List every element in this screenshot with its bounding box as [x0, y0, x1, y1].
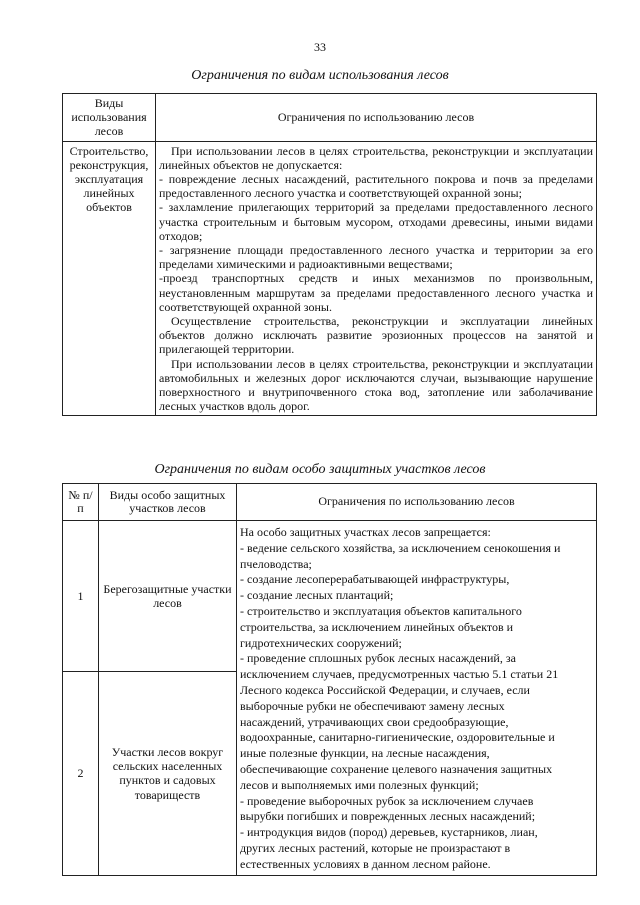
table2-header-number: № п/п: [63, 484, 99, 521]
restriction-line: гидротехнических сооружений;: [240, 635, 402, 650]
row-number: 1: [63, 521, 99, 672]
restriction-line: Лесного кодекса Российской Федерации, и случаев, если: [240, 682, 530, 697]
table1-restrictions-cell: [156, 141, 597, 416]
restriction-line: вырубки погибших и поврежденных лесных насаждений;: [240, 809, 536, 824]
restriction-line: пчеловодства;: [240, 556, 312, 571]
restriction-line: обеспечивающие сохранение целевого назначения защитных: [240, 761, 553, 776]
restriction-paragraph: При использовании лесов в целях строительства, реконструкции и эксплуатации автомобильных и железных дорог исключаются случаи, вызывающие нарушение поверхностного и внутрипочвенного стока вод, затопление или заболачивание лесных участков вдоль дорог.: [159, 356, 593, 414]
table1-row: [63, 141, 597, 416]
restriction-line: - интродукция видов (пород) деревьев, кустарников, лиан,: [240, 825, 538, 840]
table1-header-type: Виды использования лесов: [63, 94, 156, 142]
table2-restrictions-cell: [237, 521, 597, 876]
restriction-line: иные полезные функции, на лесные насаждения,: [240, 746, 490, 761]
restriction-paragraph: -проезд транспортных средств и иных механизмов по произвольным, неустановленным маршрутам за пределами предоставленного лесного участка и соответствующей охранной зоны.: [159, 271, 593, 314]
restriction-line: исключением случаев, предусмотренных частью 5.1 статьи 21: [240, 667, 559, 682]
restriction-paragraph: - загрязнение площади предоставленного лесного участка и территории за его пределами химическими и радиоактивными веществами;: [159, 243, 593, 272]
table1-header-row: [63, 94, 597, 142]
protective-area-type: Участки лесов вокруг сельских населенных пунктов и садовых товариществ: [99, 672, 237, 875]
table1-use-type: Строительство, реконструкция, эксплуатация линейных объектов: [63, 141, 156, 416]
table1-title: Ограничения по видам использования лесов: [191, 68, 449, 83]
restriction-line: водоохранные, санитарно-гигиенические, оздоровительные и: [240, 730, 555, 745]
forest-use-restrictions-table: [62, 93, 597, 416]
restriction-line: выборочные рубки не обеспечивают замену лесных: [240, 698, 505, 713]
restriction-line: насаждений, утрачивающих свои средообразующие,: [240, 714, 509, 729]
restriction-line: - проведение выборочных рубок за исключением случаев: [240, 793, 534, 808]
restriction-line: - строительство и эксплуатация объектов капитального: [240, 603, 522, 618]
restriction-paragraph: - захламление прилегающих территорий за пределами предоставленного лесного участка строительным и бытовым мусором, отходами древесины, иными видами отходов;: [159, 200, 593, 243]
protective-area-type: Берегозащитные участки лесов: [99, 521, 237, 672]
restriction-line: - ведение сельского хозяйства, за исключением сенокошения и: [240, 540, 561, 555]
table2-header-row: [63, 484, 597, 521]
restriction-line: естественных условиях в данном лесном районе.: [240, 856, 491, 871]
table2-title: Ограничения по видам особо защитных участков лесов: [154, 462, 486, 477]
restriction-line: лесов и выполняемых ими полезных функций;: [240, 777, 479, 792]
table2-header-type: Виды особо защитных участков лесов: [99, 484, 237, 521]
restriction-line: - создание лесоперерабатывающей инфраструктуры,: [240, 572, 510, 587]
table2-row: [63, 521, 597, 672]
restriction-paragraph: - повреждение лесных насаждений, растительного покрова и почв за пределами предоставленного лесного участка и соответствующей охранной зоны;: [159, 172, 593, 201]
restriction-line: - создание лесных плантаций;: [240, 588, 394, 603]
page-number: 33: [314, 40, 326, 54]
restriction-paragraph: При использовании лесов в целях строительства, реконструкции и эксплуатации линейных объектов не допускается:: [159, 143, 593, 172]
row-number: 2: [63, 672, 99, 875]
restriction-line: На особо защитных участках лесов запрещается:: [240, 525, 491, 539]
table2-header-restrictions: Ограничения по использованию лесов: [237, 484, 597, 521]
restriction-paragraph: Осуществление строительства, реконструкции и эксплуатации линейных объектов должно исключать развитие эрозионных процессов на занятой и прилегающей территории.: [159, 314, 593, 357]
restriction-line: - проведение сплошных рубок лесных насаждений, за: [240, 651, 516, 666]
restriction-line: строительства, за исключением линейных объектов и: [240, 619, 514, 634]
restriction-line: других лесных растений, которые не произрастают в: [240, 840, 511, 855]
table1-header-restrictions: Ограничения по использованию лесов: [156, 94, 597, 142]
protective-areas-restrictions-table: [62, 483, 597, 876]
